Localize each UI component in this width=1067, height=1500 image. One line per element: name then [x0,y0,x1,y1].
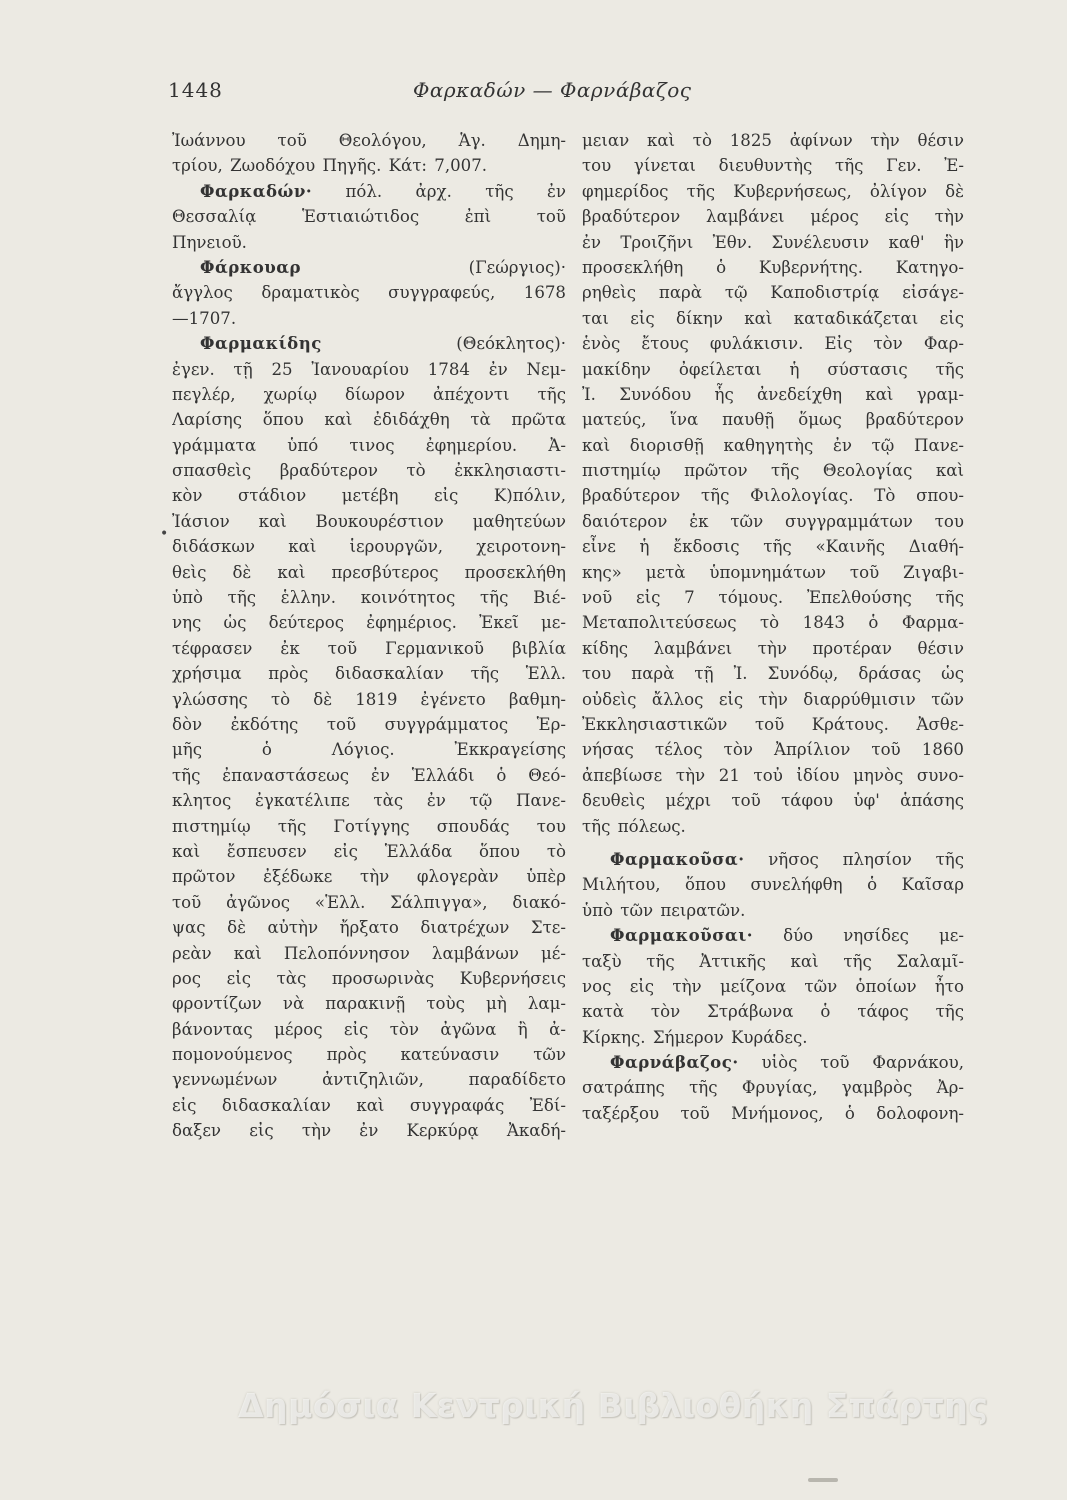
text-line [172,179,566,204]
text-line: ὑπὸ τῶν πειρατῶν. [582,900,746,920]
text-line: πρῶτον ἐξέδωκε τὴν φλογερὰν ὑπὲρ [172,867,566,887]
entry-text: υἱὸς τοῦ Φαρνάκου, [738,1053,964,1073]
entry-text: πόλ. ἀρχ. τῆς ἐν [312,181,566,201]
entry-headword: Φάρκουαρ [200,256,302,277]
page-header [168,74,968,118]
entry-text: δύο νησίδες με- [753,926,964,946]
text-line: Ἰάσιον καὶ Βουκουρέστιον μαθητεύων [172,511,566,531]
text-line: φημερίδος τῆς Κυβερνήσεως, ὀλίγον δὲ [582,181,964,201]
entry-headword: Φαρκαδών· [200,180,313,201]
running-head: Φαρκαδών — Φαρνάβαζος [413,78,692,102]
text-line: πεγλέρ, χωρίῳ δίωρον ἀπέχοντι τῆς [172,384,566,404]
text-line: Λαρίσης ὅπου καὶ ἐδιδάχθη τὰ πρῶτα [172,410,566,430]
text-line: χρήσιμα πρὸς διδασκαλίαν τῆς Ἑλλ. [172,664,566,684]
text-line [582,1050,964,1075]
entry-text: (Θεόκλητος)· [321,334,566,354]
text-line: ταξέρξου τοῦ Μνήμονος, ὁ δολοφονη- [582,1103,964,1123]
text-line: κὸν στάδιον μετέβη εἰς Κ)πόλιν, [172,486,566,506]
text-line: Ἰωάννου τοῦ Θεολόγου, Ἁγ. Δημη- [172,131,566,150]
text-line: εἰς διδασκαλίαν καὶ συγγραφάς Ἐδί- [172,1095,566,1115]
text-line: δὸν ἐκδότης τοῦ συγγράμματος Ἑρ- [172,714,566,734]
entry-gap [582,839,964,847]
text-line: ρος εἰς τὰς προσωρινὰς Κυβερνήσεις [172,968,566,988]
text-line: Ἐκκλησιαστικῶν τοῦ Κράτους. Ἀσθε- [582,714,964,734]
text-line: πιστημίῳ τῆς Γοτίγγης σπουδάς του [172,816,566,836]
text-line: τέφρασεν ἐκ τοῦ Γερμανικοῦ βιβλία [172,638,566,658]
text-line: ταξὺ τῆς Ἀττικῆς καὶ τῆς Σαλαμῖ- [582,951,964,971]
page-number: 1448 [168,78,223,102]
text-line: θεὶς δὲ καὶ πρεσβύτερος προσεκλήθη [172,562,566,582]
scan-smudge [808,1478,838,1482]
text-line: οὐδεὶς ἄλλος εἰς τὴν διαρρύθμισιν τῶν [582,689,964,709]
text-line: σπασθεὶς βραδύτερον τὸ ἐκκλησιαστι- [172,461,566,481]
text-line: εἶνε ἡ ἔκδοσις τῆς «Καινῆς Διαθή- [582,537,964,557]
text-line: βραδύτερον λαμβάνει μέρος εἰς τὴν [582,207,964,227]
text-line: μειαν καὶ τὸ 1825 ἀφίνων τὴν θέσιν [582,131,964,150]
text-line: ρεὰν καὶ Πελοπόννησον λαμβάνων μέ- [172,943,566,963]
library-watermark: Δημόσια Κεντρική Βιβλιοθήκη Σπάρτης [238,1386,989,1425]
text-line [582,847,964,872]
right-column [582,128,964,1126]
text-line: Μεταπολιτεύσεως τὸ 1843 ὁ Φαρμα- [582,613,964,633]
text-line: γράμματα ὑπό τινος ἐφημερίου. Ἀ- [172,435,566,455]
text-line: ἐγεν. τῇ 25 Ἰανουαρίου 1784 ἐν Νεμ- [172,359,566,379]
text-line: νης ὡς δεύτερος ἐφημέριος. Ἐκεῖ με- [172,613,566,633]
text-line: γλώσσης τὸ δὲ 1819 ἐγένετο βαθμη- [172,689,566,709]
text-line: βάνοντας μέρος εἰς τὸν ἀγῶνα ἢ ἀ- [172,1019,566,1039]
text-line: δευθεὶς μέχρι τοῦ τάφου ὑφ' ἁπάσης [582,791,964,811]
entry-headword: Φαρμακίδης [200,333,322,354]
text-line: τρίου, Ζωοδόχου Πηγῆς. Κάτ: 7,007. [172,156,488,176]
text-line: προσεκλήθη ὁ Κυβερνήτης. Κατηγο- [582,257,964,277]
text-line: νος εἰς τὴν μείζονα τῶν ὁποίων ἦτο [582,976,964,996]
text-line: καὶ διορισθῇ καθηγητὴς ἐν τῷ Πανε- [582,435,964,455]
text-line: Ἰ. Συνόδου ἧς ἀνεδείχθη καὶ γραμ- [582,384,964,404]
text-line: Θεσσαλίᾳ Ἑστιαιώτιδος ἐπὶ τοῦ [172,207,566,227]
text-line: σατράπης τῆς Φρυγίας, γαμβρὸς Ἀρ- [582,1078,964,1098]
text-line: ρηθεὶς παρὰ τῷ Καποδιστρίᾳ εἰσάγε- [582,283,964,303]
text-line: τῆς ἐπαναστάσεως ἐν Ἑλλάδι ὁ Θεό- [172,765,566,785]
text-line: Μιλήτου, ὅπου συνελήφθη ὁ Καῖσαρ [582,875,964,895]
text-line: ὑπὸ τῆς ἑλλην. κοινότητος τῆς Βιέ- [172,588,566,608]
text-line: δαξεν εἰς τὴν ἐν Κερκύρᾳ Ἀκαδή- [172,1121,566,1141]
text-line: —1707. [172,308,237,328]
text-line: ψας δὲ αὐτὴν ἤρξατο διατρέχων Στε- [172,918,566,938]
text-line: πιστημίῳ πρῶτον τῆς Θεολογίας καὶ [582,461,964,481]
text-line: δαιότερον ἐκ τῶν συγγραμμάτων του [582,511,964,531]
text-line: ἐν Τροιζῆνι Ἐθν. Συνέλευσιν καθ' ἣν [582,232,964,252]
text-line: βραδύτερον τῆς Φιλολογίας. Τὸ σπου- [582,486,964,506]
text-line: διδάσκων καὶ ἱερουργῶν, χειροτονη- [172,537,566,557]
text-line: νοῦ εἰς 7 τόμους. Ἐπελθούσης τῆς [582,588,964,608]
margin-mark: • [160,526,169,542]
text-line [172,255,566,280]
text-line: φροντίζων νὰ παρακινῇ τοὺς μὴ λαμ- [172,994,566,1014]
text-line: ἀπεβίωσε τὴν 21 τοὐ ἰδίου μηνὸς συνο- [582,765,964,785]
entry-text: (Γεώργιος)· [301,257,566,277]
text-line: κατὰ τὸν Στράβωνα ὁ τάφος τῆς [582,1002,964,1022]
text-line: καὶ ἔσπευσεν εἰς Ἑλλάδα ὅπου τὸ [172,841,566,861]
text-line: νήσας τέλος τὸν Ἀπρίλιον τοῦ 1860 [582,740,964,760]
entry-text: νῆσος πλησίον τῆς [744,849,964,869]
entry-headword: Φαρμακοῦσα· [610,848,745,869]
text-line: τῆς πόλεως. [582,816,686,836]
text-line: τοῦ ἀγῶνος «Ἑλλ. Σάλπιγγα», διακό- [172,892,566,912]
text-line: Πηνειοῦ. [172,232,247,252]
text-line [172,331,566,356]
entry-headword: Φαρμακοῦσαι· [610,925,754,946]
left-column [172,128,566,1144]
text-line: κης» μετὰ ὑπομνημάτων τοῦ Ζιγαβι- [582,562,964,582]
text-line [582,923,964,948]
text-line: κίδης λαμβάνει τὴν προτέραν θέσιν [582,638,964,658]
text-line: του παρὰ τῇ Ἰ. Συνόδῳ, δράσας ὡς [582,664,964,684]
text-line: ἄγγλος δραματικὸς συγγραφεύς, 1678 [172,283,566,303]
text-line: γεννωμένων ἀντιζηλιῶν, παραδίδετο [172,1070,566,1090]
text-line: πομονούμενος πρὸς κατεύνασιν τῶν [172,1045,566,1065]
text-line: μῆς ὁ Λόγιος. Ἐκκραγείσης [172,740,566,760]
text-line: μακίδην ὀφείλεται ἡ σύστασις τῆς [582,359,964,379]
text-line: κλητος ἐγκατέλιπε τὰς ἐν τῷ Πανε- [172,791,566,811]
text-line: ται εἰς δίκην καὶ καταδικάζεται εἰς [582,308,964,328]
entry-headword: Φαρνάβαζος· [610,1052,739,1073]
text-line: ματεύς, ἵνα παυθῇ ὅμως βραδύτερον [582,410,964,430]
text-line: ἑνὸς ἔτους φυλάκισιν. Εἰς τὸν Φαρ- [582,334,964,354]
text-line: Κίρκης. Σήμερον Κυράδες. [582,1027,808,1047]
text-line: του γίνεται διευθυντὴς τῆς Γεν. Ἐ- [582,156,964,176]
